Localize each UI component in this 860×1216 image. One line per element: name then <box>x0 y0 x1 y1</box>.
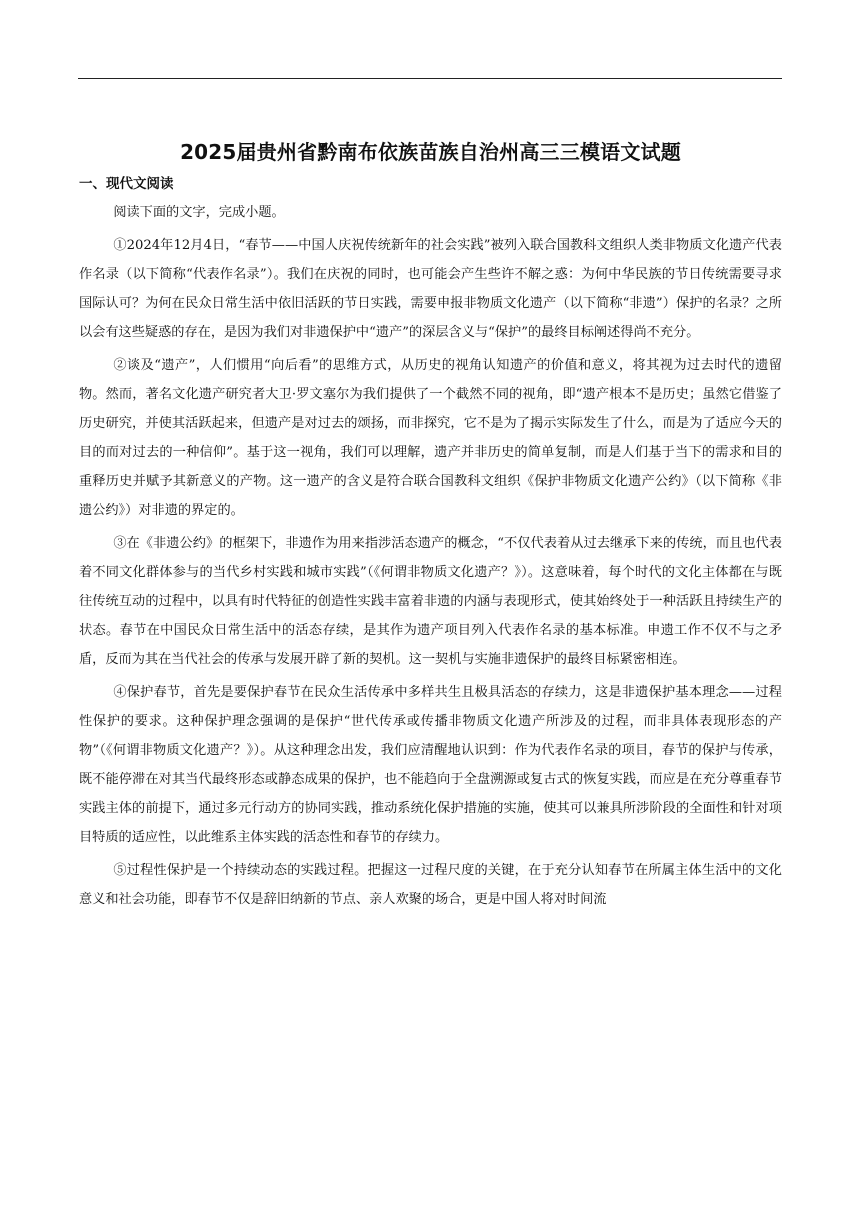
paragraph-5: ⑤过程性保护是一个持续动态的实践过程。把握这一过程尺度的关键，在于充分认知春节在所属主体生活中的文化意义和社会功能，即春节不仅是辞旧纳新的节点、亲人欢聚的场合，更是中国人将对时间流 <box>79 863 782 907</box>
section-heading: 一、现代文阅读 <box>79 176 174 192</box>
instruction-text: 阅读下面的文字，完成小题。 <box>113 205 285 220</box>
page-title: 2025届贵州省黔南布依族苗族自治州高三三模语文试题 <box>180 140 681 164</box>
paragraph-2: ②谈及“遗产”，人们惯用“向后看”的思维方式，从历史的视角认知遗产的价值和意义，将其视为过去时代的遗留物。然而，著名文化遗产研究者大卫·罗文塞尔为我们提供了一个截然不同的视角，即“遗产根本不是历史；虽然它借鉴了历史研究，并使其活跃起来，但遗产是对过去的颂扬，而非探究，它不是为了揭示实际发生了什么，而是为了适应今天的目的而对过去的一种信仰”。基于这一视角，我们可以理解，遗产并非历史的简单复制，而是人们基于当下的需求和目的重释历史并赋予其新意义的产物。这一遗产的含义是符合联合国教科文组织《保护非物质文化遗产公约》（以下简称《非遗公约》）对非遗的界定的。 <box>79 358 782 518</box>
paragraph-1: ①2024年12月4日，“春节——中国人庆祝传统新年的社会实践”被列入联合国教科文组织人类非物质文化遗产代表作名录（以下简称“代表作名录”）。我们在庆祝的同时，也可能会产生些许不解之惑：为何中华民族的节日传统需要寻求国际认可？为何在民众日常生活中依旧活跃的节日实践，需要申报非物质文化遗产（以下简称“非遗”）保护的名录？之所以会有这些疑惑的存在，是因为我们对非遗保护中“遗产”的深层含义与“保护”的最终目标阐述得尚不充分。 <box>79 238 782 340</box>
paragraph-4: ④保护春节，首先是要保护春节在民众生活传承中多样共生且极具活态的存续力，这是非遗保护基本理念——过程性保护的要求。这种保护理念强调的是保护“世代传承或传播非物质文化遗产所涉及的过程，而非具体表现形态的产物”（《何谓非物质文化遗产？》）。从这种理念出发，我们应清醒地认识到：作为代表作名录的项目，春节的保护与传承，既不能停滞在对其当代最终形态或静态成果的保护，也不能趋向于全盘溯源或复古式的恢复实践，而应是在充分尊重春节实践主体的前提下，通过多元行动方的协同实践，推动系统化保护措施的实施，使其可以兼具所涉阶段的全面性和针对项目特质的适应性，以此维系主体实践的活态性和春节的存续力。 <box>79 685 782 845</box>
paragraph-3: ③在《非遗公约》的框架下，非遗作为用来指涉活态遗产的概念，“不仅代表着从过去继承下来的传统，而且也代表着不同文化群体参与的当代乡村实践和城市实践”（《何谓非物质文化遗产？》）。这意味着，每个时代的文化主体都在与既往传统互动的过程中，以具有时代特征的创造性实践丰富着非遗的内涵与表现形式，使其始终处于一种活跃且持续生产的状态。春节在中国民众日常生活中的活态存续，是其作为遗产项目列入代表作名录的基本标准。申遗工作不仅不与之矛盾，反而为其在当代社会的传承与发展开辟了新的契机。这一契机与实施非遗保护的最终目标紧密相连。 <box>79 536 782 667</box>
document-body <box>79 134 782 914</box>
header-rule <box>78 78 782 79</box>
